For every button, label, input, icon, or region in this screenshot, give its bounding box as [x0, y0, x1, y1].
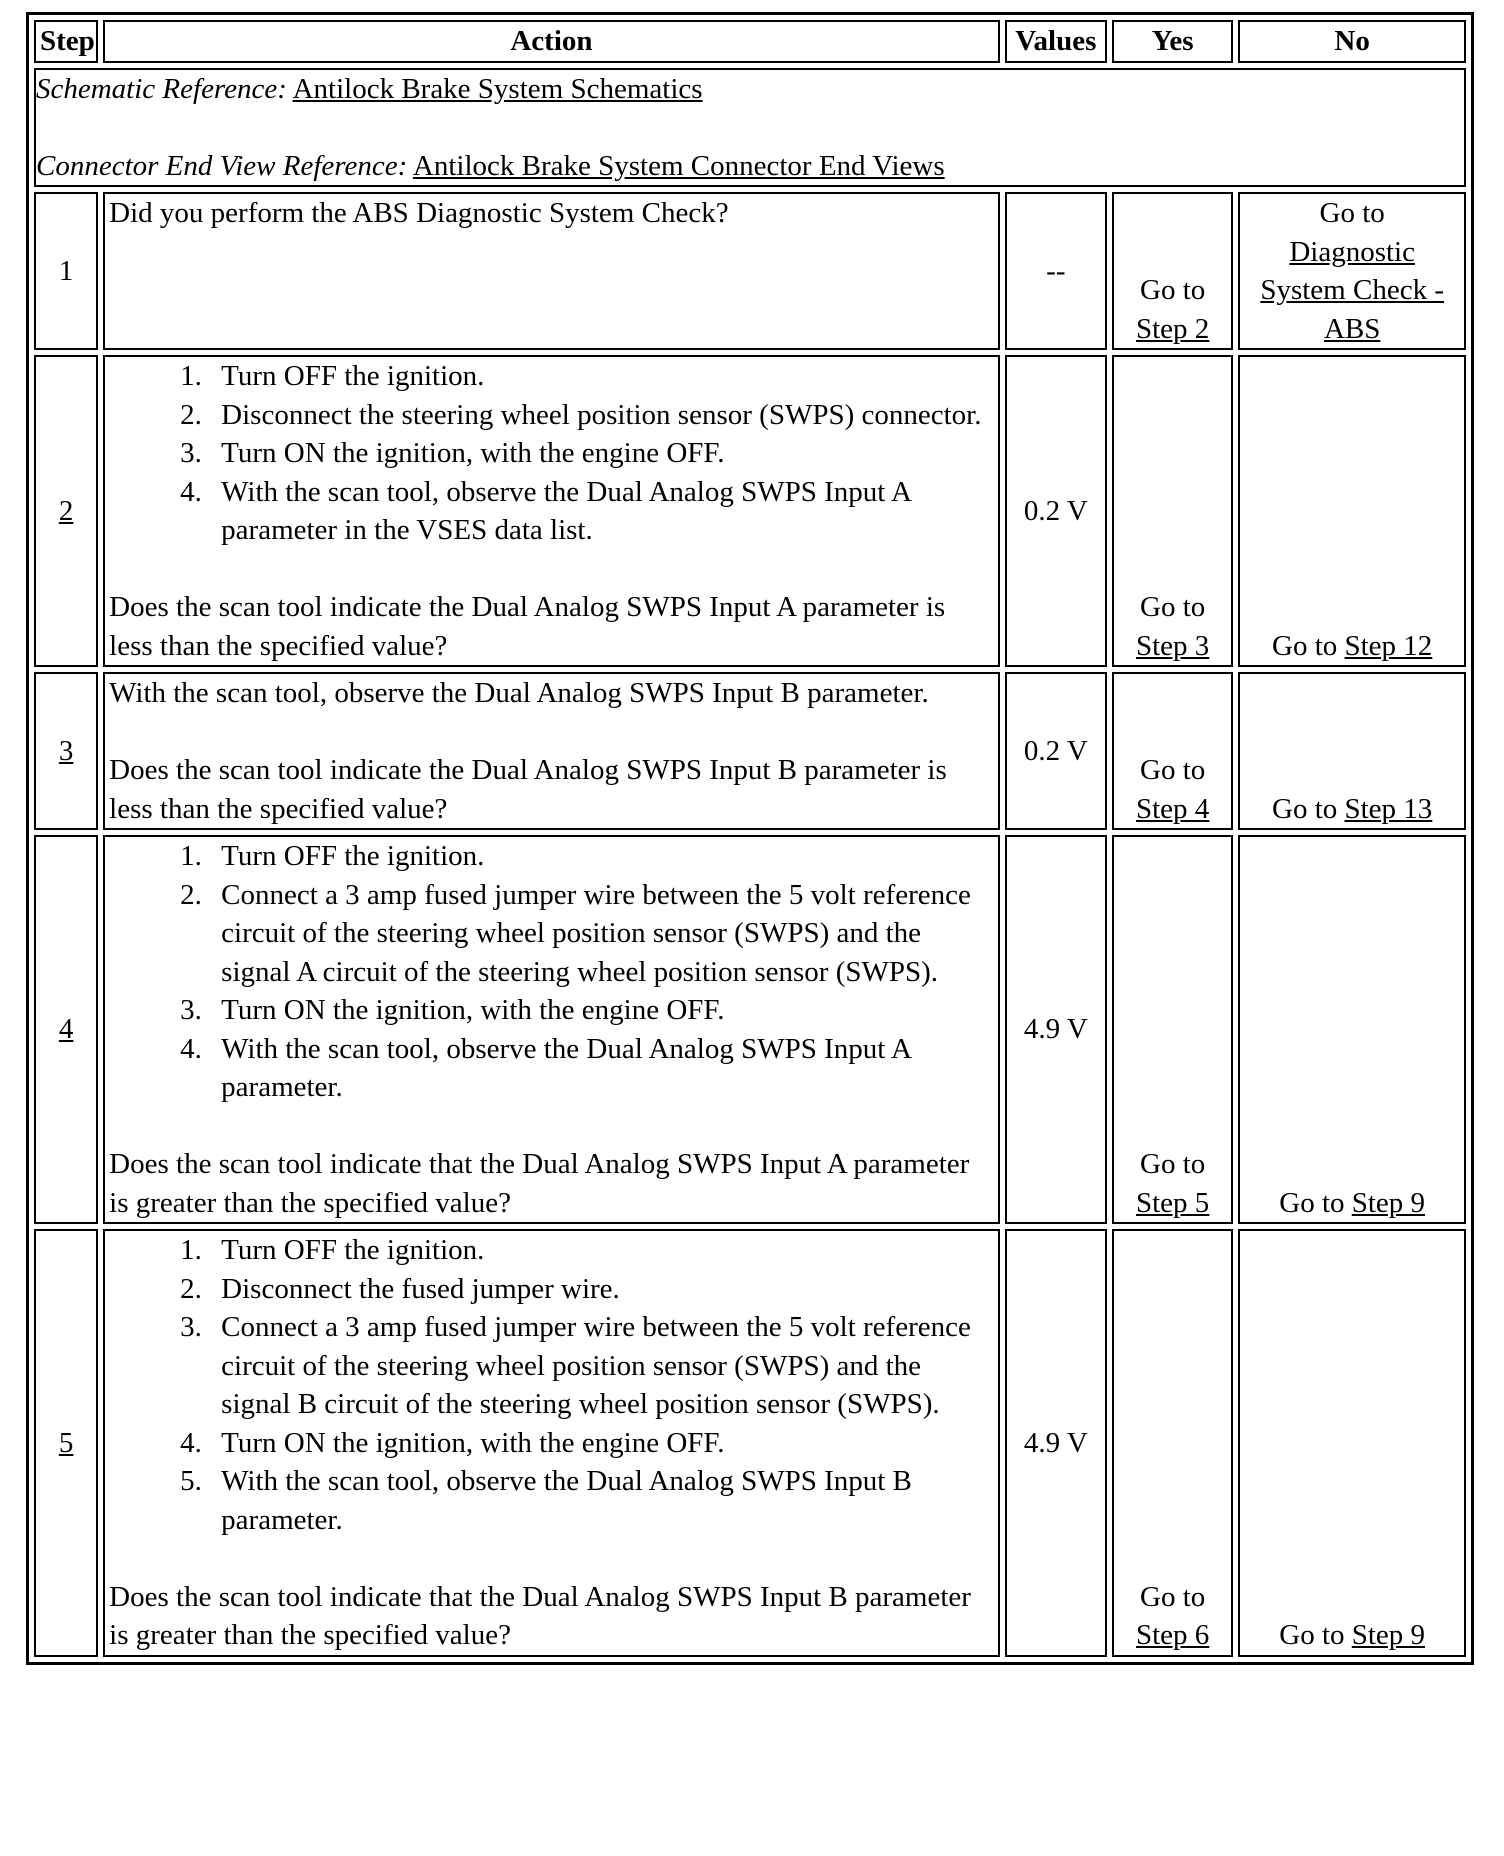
- step-number: 1: [34, 192, 98, 350]
- reference-cell: [34, 68, 1466, 188]
- no-cell: [1238, 192, 1466, 350]
- yes-link[interactable]: Step 6: [1135, 1619, 1210, 1651]
- connector-reference-link[interactable]: Antilock Brake System Connector End Views: [412, 149, 945, 182]
- list-item: 3. Connect a 3 amp fused jumper wire between the 5 volt reference circuit of the steering wheel position sensor (SWPS) and the signal B circuit of the steering wheel position sensor (SWPS).: [209, 1308, 994, 1424]
- goto-label: Go to: [1140, 591, 1206, 623]
- step-number-cell: [34, 672, 98, 830]
- step-question: Does the scan tool indicate the Dual Analog SWPS Input B parameter is less than the specified value?: [109, 754, 947, 825]
- step-number-link[interactable]: 5: [58, 1426, 74, 1459]
- no-link[interactable]: Step 12: [1344, 629, 1433, 662]
- yes-cell: [1112, 355, 1233, 667]
- step-question: Does the scan tool indicate the Dual Analog SWPS Input A parameter is less than the specified value?: [109, 591, 946, 662]
- no-cell: [1238, 835, 1466, 1224]
- diagnostic-table: [26, 12, 1474, 1665]
- table-row: [34, 355, 1466, 667]
- goto-label: Go to: [1140, 1580, 1206, 1613]
- table-row: [34, 1229, 1466, 1657]
- step-action: [103, 672, 1000, 830]
- step-number-cell: [34, 1229, 98, 1657]
- list-item: 2. Disconnect the steering wheel position sensor (SWPS) connector.: [209, 396, 994, 435]
- header-no: No: [1238, 20, 1466, 63]
- instruction-list: [109, 357, 994, 550]
- table-row: [34, 835, 1466, 1224]
- header-values: Values: [1005, 20, 1107, 63]
- reference-row: [34, 68, 1466, 188]
- yes-cell: [1112, 835, 1233, 1224]
- step-action: Did you perform the ABS Diagnostic System Check?: [103, 192, 1000, 350]
- yes-cell: [1112, 1229, 1233, 1657]
- no-cell: [1238, 1229, 1466, 1657]
- list-item: 1. Turn OFF the ignition.: [209, 1231, 994, 1270]
- header-yes: Yes: [1112, 20, 1233, 63]
- no-link[interactable]: Diagnostic System Check - ABS: [1260, 235, 1444, 345]
- step-action: [103, 355, 1000, 667]
- yes-link[interactable]: Step 2: [1135, 312, 1210, 345]
- header-step: Step: [34, 20, 98, 63]
- schematic-reference-label: Schematic Reference:: [36, 72, 287, 105]
- step-number-cell: [34, 355, 98, 667]
- goto-label: Go to: [1272, 792, 1338, 825]
- goto-label: Go to: [1279, 1619, 1345, 1651]
- yes-cell: [1112, 192, 1233, 350]
- goto-label: Go to: [1319, 197, 1385, 229]
- header-row: [34, 20, 1466, 63]
- step-number-cell: [34, 835, 98, 1224]
- spacer: [36, 108, 1464, 147]
- step-action: [103, 835, 1000, 1224]
- goto-label: Go to: [1140, 754, 1206, 786]
- yes-link[interactable]: Step 5: [1135, 1186, 1210, 1219]
- yes-link[interactable]: Step 3: [1135, 629, 1210, 662]
- list-item: 3. Turn ON the ignition, with the engine OFF.: [209, 991, 994, 1030]
- step-value: 4.9 V: [1005, 835, 1107, 1224]
- step-number-link[interactable]: 2: [58, 494, 74, 527]
- list-item: 4. With the scan tool, observe the Dual Analog SWPS Input A parameter in the VSES data list.: [209, 473, 994, 550]
- connector-reference: [36, 147, 1464, 186]
- header-action: Action: [103, 20, 1000, 63]
- step-value: 4.9 V: [1005, 1229, 1107, 1657]
- goto-label: Go to: [1279, 1186, 1345, 1219]
- instruction-list: [109, 1231, 994, 1539]
- list-item: 1. Turn OFF the ignition.: [209, 837, 994, 876]
- list-item: 2. Disconnect the fused jumper wire.: [209, 1270, 994, 1309]
- instruction-list: [109, 837, 994, 1107]
- step-value: --: [1005, 192, 1107, 350]
- no-link[interactable]: Step 9: [1351, 1186, 1426, 1219]
- goto-label: Go to: [1140, 274, 1206, 306]
- schematic-reference-link[interactable]: Antilock Brake System Schematics: [292, 72, 703, 105]
- list-item: 4. Turn ON the ignition, with the engine OFF.: [209, 1424, 994, 1463]
- step-instruction: With the scan tool, observe the Dual Analog SWPS Input B parameter.: [109, 677, 929, 709]
- yes-cell: [1112, 672, 1233, 830]
- list-item: 4. With the scan tool, observe the Dual Analog SWPS Input A parameter.: [209, 1030, 994, 1107]
- table-row: [34, 672, 1466, 830]
- step-number-link[interactable]: 3: [58, 734, 74, 767]
- table-row: [34, 192, 1466, 350]
- schematic-reference: [36, 70, 1464, 109]
- list-item: 3. Turn ON the ignition, with the engine OFF.: [209, 434, 994, 473]
- step-question: Does the scan tool indicate that the Dual Analog SWPS Input B parameter is greater than the specified value?: [109, 1580, 971, 1651]
- list-item: 5. With the scan tool, observe the Dual Analog SWPS Input B parameter.: [209, 1462, 994, 1539]
- goto-label: Go to: [1272, 629, 1338, 662]
- step-question: Does the scan tool indicate that the Dual Analog SWPS Input A parameter is greater than the specified value?: [109, 1148, 970, 1219]
- no-link[interactable]: Step 13: [1344, 792, 1433, 825]
- no-cell: [1238, 672, 1466, 830]
- connector-reference-label: Connector End View Reference:: [36, 149, 408, 182]
- step-action: [103, 1229, 1000, 1657]
- no-cell: [1238, 355, 1466, 667]
- step-number-link[interactable]: 4: [58, 1013, 74, 1046]
- step-value: 0.2 V: [1005, 672, 1107, 830]
- list-item: 1. Turn OFF the ignition.: [209, 357, 994, 396]
- list-item: 2. Connect a 3 amp fused jumper wire between the 5 volt reference circuit of the steering wheel position sensor (SWPS) and the signal A circuit of the steering wheel position sensor (SWPS).: [209, 876, 994, 992]
- no-link[interactable]: Step 9: [1351, 1619, 1426, 1651]
- yes-link[interactable]: Step 4: [1135, 792, 1210, 825]
- step-value: 0.2 V: [1005, 355, 1107, 667]
- goto-label: Go to: [1140, 1148, 1206, 1180]
